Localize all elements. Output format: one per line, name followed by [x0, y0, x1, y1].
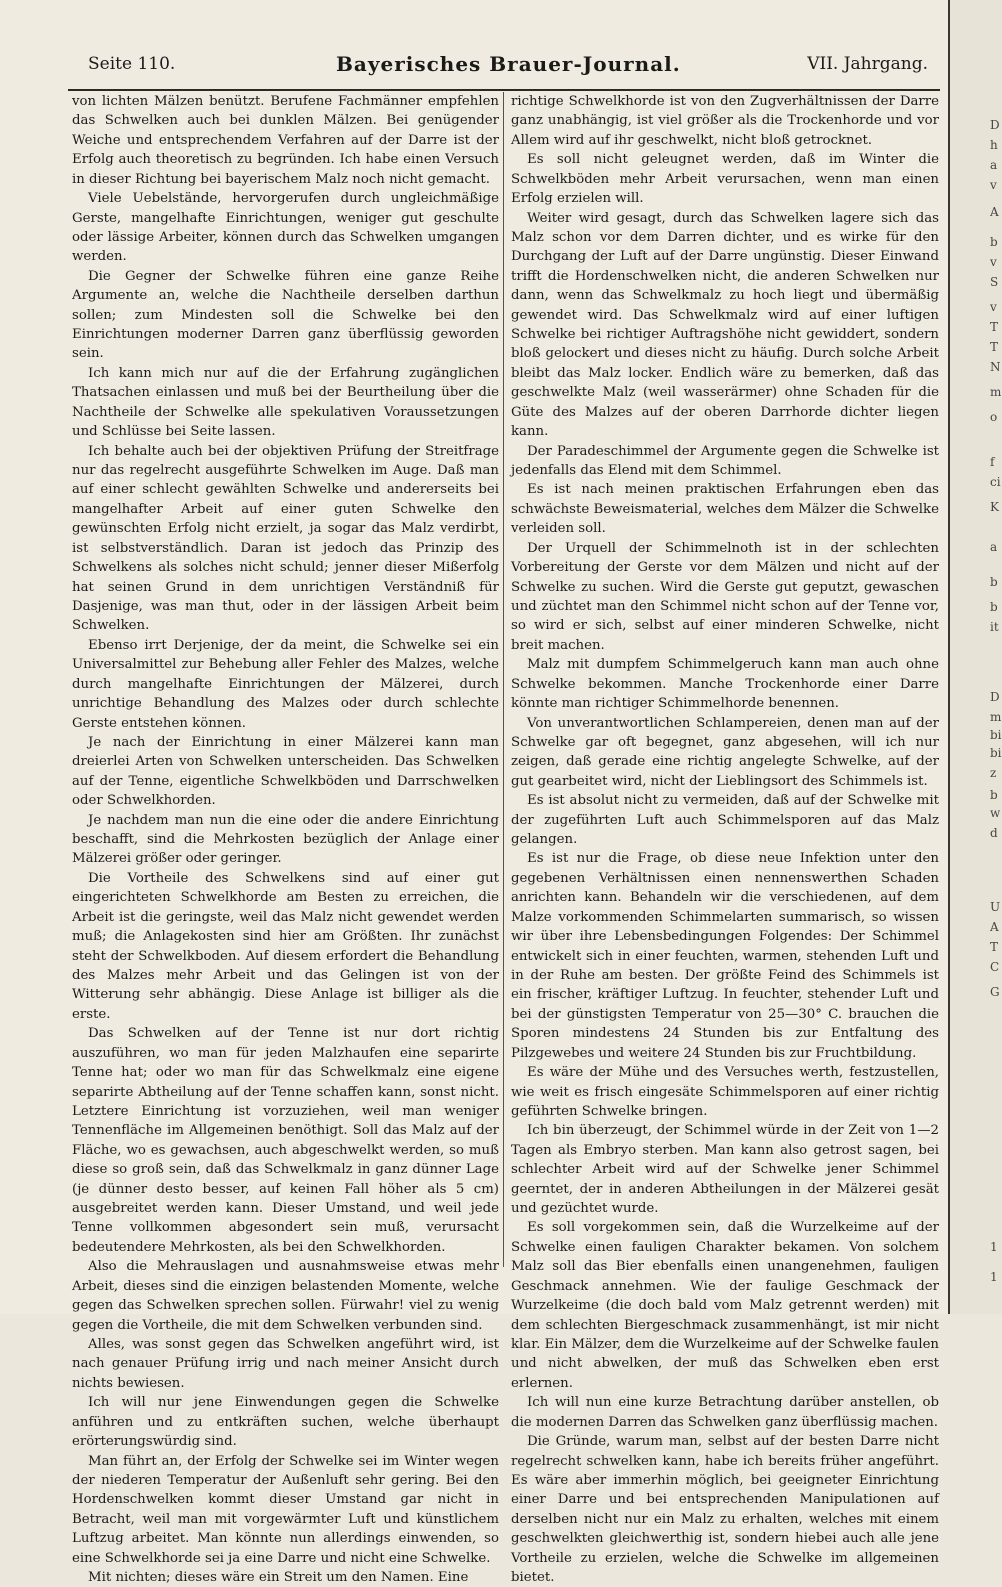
edge-fragment: K	[990, 500, 999, 514]
header-rule	[68, 89, 940, 91]
paragraph: Das Schwelken auf der Tenne ist nur dort richtig auszuführen, wo man für jeden Malzhaufen eine separirte Tenne hat; oder wo man für das Schwelkmalz eine eigene separirte Abtheilung auf der Tenne schaffen kann, sonst nicht. Letztere Einrichtung ist vorzuziehen, weil man weniger Tennenfläche im Allgemeinen benöthigt. Soll das Malz auf der Fläche, wo es gewachsen, auch abgeschwelkt werden, so muß diese so groß sein, daß das Schwelkmalz in ganz dünner Lage (je dünner desto besser, auf keinen Fall höher als 5 cm) ausgebreitet werden kann. Dieser Umstand, und weil jede Tenne vollkommen abgesondert sein muß, verursacht bedeutendere Mehrkosten, als bei den Schwelkhorden.	[72, 1026, 499, 1255]
edge-fragment: S	[990, 275, 999, 289]
paragraph: Es ist absolut nicht zu vermeiden, daß auf der Schwelke mit der zugeführten Luft auch Schimmelsporen auf das Malz gelangen.	[511, 793, 939, 848]
edge-fragment: w	[990, 806, 1001, 820]
volume-label: VII. Jahrgang.	[807, 54, 928, 74]
edge-fragment: G	[990, 985, 1000, 999]
paragraph: Ich will nur jene Einwendungen gegen die Schwelke anführen und zu entkräften suchen, welche überhaupt erörterungswürdig sind.	[72, 1395, 499, 1450]
edge-fragment: v	[990, 255, 997, 269]
paragraph: Von unverantwortlichen Schlampereien, denen man auf der Schwelke gar oft begegnet, ganz abgesehen, will ich nur zeigen, daß gerade eine richtig angelegte Schwelke, auf der gut gearbeitet wird, nicht der Lieblingsort des Schimmels ist.	[511, 715, 939, 789]
edge-fragment: 1	[990, 1270, 998, 1284]
paragraph: Die Vortheile des Schwelkens sind auf einer gut eingerichteten Schwelkhorde am Besten zu erreichen, die Arbeit ist die geringste, weil das Malz nicht gewendet werden muß; die Anlagekosten sind hier am Größten. Ihr zunächst steht der Schwelkboden. Auf diesem erfordert die Behandlung des Malzes mehr Arbeit und das Gelingen ist von der Witterung sehr abhängig. Diese Anlage ist billiger als die erste.	[72, 870, 499, 1022]
text-column-right	[511, 92, 939, 1587]
edge-fragment: it	[990, 620, 999, 634]
edge-fragment: D	[990, 118, 1000, 132]
paragraph: Der Urquell der Schimmelnoth ist in der schlechten Vorbereitung der Gerste vor dem Mälzen und nicht auf der Schwelke zu suchen. Wird die Gerste gut geputzt, gewaschen und züchtet man den Schimmel nicht schon auf der Tenne vor, so wird er sich, selbst auf einer minderen Schwelke, nicht breit machen.	[511, 540, 939, 653]
edge-fragment: T	[990, 940, 999, 954]
paragraph: Ich behalte auch bei der objektiven Prüfung der Streitfrage nur das regelrecht ausgeführte Schwelken im Auge. Daß man auf einer schlecht gewählten Schwelke und andererseits bei mangelhafter Arbeit auf einer guten Schwelke den gewünschten Erfolg nicht erzielt, ja sogar das Malz verdirbt, ist selbstverständlich. Daran ist jedoch das Prinzip des Schwelkens als solches nicht schuld; jenner dieser Mißerfolg hat seinen Grund in dem unrichtigen Verständniß für Dasjenige, was man thut, oder in der lässigen Arbeit beim Schwelken.	[72, 443, 499, 634]
page-number: Seite 110.	[88, 54, 176, 74]
paragraph: Die Gegner der Schwelke führen eine ganze Reihe Argumente an, welche die Nachtheile derselben darthun sollen; zum Mindesten soll die Schwelke bei den Einrichtungen moderner Darren ganz überflüssig geworden sein.	[72, 268, 499, 362]
page-header	[88, 50, 928, 80]
edge-fragment: d	[990, 826, 998, 840]
edge-fragment: T	[990, 320, 999, 334]
edge-fragment: b	[990, 788, 998, 802]
edge-fragment: A	[990, 920, 999, 934]
adjacent-page-edge	[948, 0, 1002, 1314]
edge-fragment: b	[990, 575, 998, 589]
paragraph: Es soll nicht geleugnet werden, daß im Winter die Schwelkböden mehr Arbeit verursachen, wenn man einen Erfolg erzielen will.	[511, 152, 939, 207]
column-separator	[503, 92, 504, 1267]
edge-fragment: h	[990, 138, 998, 152]
paragraph: Viele Uebelstände, hervorgerufen durch ungleichmäßige Gerste, mangelhafte Einrichtungen, weniger gut geschulte oder lässige Arbeiter, können durch das Schwelken umgangen werden.	[72, 191, 499, 265]
paragraph: richtige Schwelkhorde ist von den Zugverhältnissen der Darre ganz unabhängig, ist viel größer als die Trockenhorde und vor Allem wird auf ihr geschwelkt, nicht bloß getrocknet.	[511, 94, 939, 148]
paragraph: Ich kann mich nur auf die der Erfahrung zugänglichen Thatsachen einlassen und muß bei der Beurtheilung über die Nachtheile der Schwelke alle spekulativen Voraussetzungen und Schlüsse bei Seite lassen.	[72, 365, 499, 440]
paragraph: Je nach der Einrichtung in einer Mälzerei kann man dreierlei Arten von Schwelken unterscheiden. Das Schwelken auf der Tenne, eigentliche Schwelkböden und Darrschwelken oder Schwelkhorden.	[72, 734, 499, 809]
paragraph: Ich bin überzeugt, der Schimmel würde in der Zeit von 1—2 Tagen als Embryo sterben. Man kann also getrost sagen, bei schlechter Arbeit wird auf der Schwelke jener Schimmel geerntet, der in anderen Abtheilungen in der Mälzerei gesät und gezüchtet wurde.	[511, 1123, 939, 1217]
edge-fragment: N	[990, 360, 1001, 374]
edge-fragment: U	[990, 900, 1001, 914]
edge-fragment: z	[990, 766, 997, 780]
edge-fragment: ci	[990, 475, 1001, 489]
text-column-left	[72, 92, 499, 1587]
edge-fragment: b	[990, 600, 998, 614]
edge-fragment: b	[990, 235, 998, 249]
paragraph: Es ist nur die Frage, ob diese neue Infektion unter den gegebenen Verhältnissen einen nennenswerthen Schaden anrichten kann. Behandeln wir die verschiedenen, auf dem Malze vorkommenden Schimmelarten summarisch, so wissen wir über ihre Lebensbedingungen Folgendes: Der Schimmel entwickelt sich in einer feuchten, warmen, stehenden Luft und in der Ruhe am besten. Der größte Feind des Schimmels ist ein frischer, kräftiger Luftzug. In feuchter, stehender Luft und bei der günstigsten Temperatur von 25—30° C. brauchen die Sporen mindestens 24 Stunden bis zur Entfaltung des Pilzgewebes und weitere 24 Stunden bis zur Fruchtbildung.	[511, 851, 939, 1061]
paragraph: Es soll vorgekommen sein, daß die Wurzelkeime auf der Schwelke einen fauligen Charakter bekamen. Von solchem Malz soll das Bier ebenfalls einen unangenehmen, fauligen Geschmack annehmen. Wie der faulige Geschmack der Wurzelkeime (die doch bald vom Malz getrennt werden) mit dem schlechten Biergeschmack zusammenhängt, ist mir nicht klar. Ein Mälzer, dem die Wurzelkeime auf der Schwelke faulen und nicht abwelken, der muß das Schwelken eben erst erlernen.	[511, 1220, 939, 1391]
paragraph: von lichten Mälzen benützt. Berufene Fachmänner empfehlen das Schwelken auch bei dunklen Mälzen. Bei genügender Weiche und entsprechendem Verfahren auf der Darre ist der Erfolg auch theoretisch zu begründen. Ich habe einen Versuch in dieser Richtung bei bayerischem Malz noch nicht gemacht.	[72, 94, 499, 187]
edge-fragment: D	[990, 690, 1000, 704]
paragraph: Ebenso irrt Derjenige, der da meint, die Schwelke sei ein Universalmittel zur Behebung aller Fehler des Malzes, welche durch mangelhafte Einrichtungen der Mälzerei, durch unrichtige Behandlung des Malzes oder durch schlechte Gerste entstehen können.	[72, 637, 499, 731]
edge-fragment: f	[990, 455, 995, 469]
paragraph: Alles, was sonst gegen das Schwelken angeführt wird, ist nach genauer Prüfung irrig und nach meiner Ansicht durch nichts bewiesen.	[72, 1337, 499, 1391]
edge-fragment: bi	[990, 728, 1002, 742]
paragraph: Man führt an, der Erfolg der Schwelke sei im Winter wegen der niederen Temperatur der Außenluft sehr gering. Bei den Hordenschwelken kommt dieser Umstand gar nicht in Betracht, weil man mit vorgewärmter Luft und künstlichem Luftzug arbeitet. Man könnte nun allerdings einwenden, so eine Schwelkhorde sei ja eine Darre und nicht eine Schwelke.	[72, 1453, 499, 1566]
paragraph: Es wäre der Mühe und des Versuches werth, festzustellen, wie weit es frisch eingesäte Schimmelsporen auf einer richtig geführten Schwelke bringen.	[511, 1065, 939, 1119]
paragraph: Es ist nach meinen praktischen Erfahrungen eben das schwächste Beweismaterial, welches dem Mälzer die Schwelke verleiden soll.	[511, 482, 939, 537]
paragraph: Malz mit dumpfem Schimmelgeruch kann man auch ohne Schwelke bekommen. Manche Trockenhorde einer Darre könnte man richtiger Schimmelhorde benennen.	[511, 657, 939, 712]
paragraph: Mit nichten; dieses wäre ein Streit um den Namen. Eine	[88, 1570, 469, 1586]
paragraph: Der Paradeschimmel der Argumente gegen die Schwelke ist jedenfalls das Elend mit dem Schimmel.	[511, 443, 939, 479]
edge-fragment: bi	[990, 746, 1002, 760]
edge-fragment: v	[990, 300, 997, 314]
paragraph: Ich will nun eine kurze Betrachtung darüber anstellen, ob die modernen Darren das Schwelken ganz überflüssig machen.	[511, 1395, 939, 1430]
edge-fragment: m	[990, 710, 1002, 724]
paragraph: Die Gründe, warum man, selbst auf der besten Darre nicht regelrecht schwelken kann, habe ich bereits früher angeführt. Es wäre aber immerhin möglich, bei geeigneter Einrichtung einer Darre und bei entsprechenden Manipulationen auf derselben nicht nur ein Malz zu erhalten, welches mit einem geschwelkten gleichwerthig ist, sondern hiebei auch alle jene Vortheile zu erzielen, welche die Schwelke im allgemeinen bietet.	[511, 1434, 939, 1586]
edge-fragment: v	[990, 178, 997, 192]
journal-title: Bayerisches Brauer-Journal.	[336, 52, 681, 76]
edge-fragment: m	[990, 385, 1002, 399]
edge-fragment: 1	[990, 1240, 998, 1254]
paragraph: Je nachdem man nun die eine oder die andere Einrichtung beschafft, sind die Mehrkosten bezüglich der Anlage einer Mälzerei größer oder geringer.	[72, 812, 499, 867]
edge-fragment: T	[990, 340, 999, 354]
edge-fragment: C	[990, 960, 1000, 974]
edge-fragment: o	[990, 410, 998, 424]
edge-fragment: A	[990, 205, 999, 219]
edge-fragment: a	[990, 158, 998, 172]
edge-fragment: a	[990, 540, 998, 554]
paragraph: Weiter wird gesagt, durch das Schwelken lagere sich das Malz schon vor dem Darren dichter, und es wirke für den Durchgang der Luft auf der Darre ungünstig. Dieser Einwand trifft die Hordenschwelken nicht, die anderen Schwelken nur dann, wenn das Schwelkmalz zu hoch liegt und übermäßig gewendet wird. Das Schwelkmalz wird auf einer luftigen Schwelke bei richtiger Auftragshöhe nicht gewiddert, sondern bloß gelockert und dieses nicht zu häufig. Durch solche Arbeit bleibt das Malz locker. Endlich wäre zu bemerken, daß das geschwelkte Malz (weil wasserärmer) ohne Schaden für die Güte des Malzes auf der oberen Darrhorde dichter liegen kann.	[511, 210, 939, 440]
paragraph: Also die Mehrauslagen und ausnahmsweise etwas mehr Arbeit, dieses sind die einzigen belastenden Momente, welche gegen das Schwelken sprechen sollen. Fürwahr! viel zu wenig gegen die Vortheile, die mit dem Schwelken verbunden sind.	[72, 1259, 499, 1333]
